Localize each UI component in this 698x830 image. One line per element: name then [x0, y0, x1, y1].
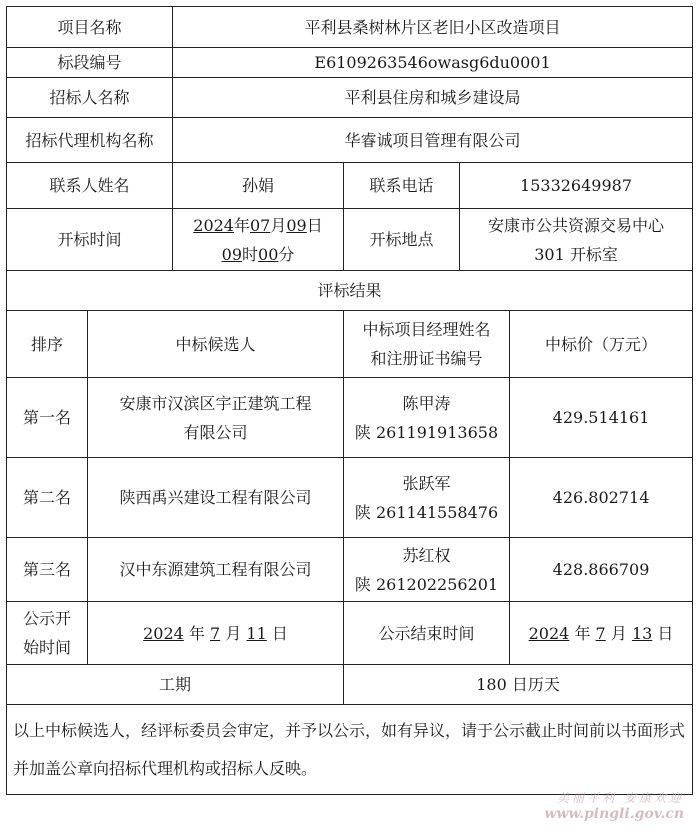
open-time: 2024年07月09日 09时00分	[173, 209, 344, 271]
phone-label: 联系电话	[344, 163, 460, 209]
table-row	[7, 538, 693, 602]
candidate-cell: 安康市汉滨区宇正建筑工程 有限公司	[88, 378, 344, 458]
tenderer-name: 平利县住房和城乡建设局	[173, 78, 693, 118]
duration-label: 工期	[7, 665, 344, 705]
agency-name: 华睿诚项目管理有限公司	[173, 118, 693, 163]
rank-cell: 第三名	[7, 538, 88, 602]
open-time-label: 开标时间	[7, 209, 173, 271]
header-manager: 中标项目经理姓名 和注册证书编号	[344, 311, 510, 378]
publicity-end-date: 2024 年 7 月 13 日	[510, 602, 693, 665]
candidate-cell: 陕西禹兴建设工程有限公司	[88, 458, 344, 538]
contact-label: 联系人姓名	[7, 163, 173, 209]
notice-text: 以上中标候选人，经评标委员会审定，并予以公示，如有异议，请于公示截止时间前以书面形式并加盖公章向招标代理机构或招标人反映。	[7, 705, 693, 795]
header-candidate: 中标候选人	[88, 311, 344, 378]
publicity-start-date: 2024 年 7 月 11 日	[88, 602, 344, 665]
agency-label: 招标代理机构名称	[7, 118, 173, 163]
section-label: 标段编号	[7, 48, 173, 78]
candidate-cell: 汉中东源建筑工程有限公司	[88, 538, 344, 602]
project-name: 平利县桑树林片区老旧小区改造项目	[173, 7, 693, 48]
duration-value: 180 日历天	[344, 665, 693, 705]
phone-number: 15332649987	[460, 163, 693, 209]
table-row	[7, 458, 693, 538]
section-number: E6109263546owasg6du0001	[173, 48, 693, 78]
header-rank: 排序	[7, 311, 88, 378]
table-row	[7, 378, 693, 458]
tenderer-label: 招标人名称	[7, 78, 173, 118]
manager-cell: 陈甲涛 陕 261191913658	[344, 378, 510, 458]
publicity-end-label: 公示结束时间	[344, 602, 510, 665]
header-price: 中标价（万元）	[510, 311, 693, 378]
project-name-label: 项目名称	[7, 7, 173, 48]
rank-cell: 第二名	[7, 458, 88, 538]
open-place: 安康市公共资源交易中心 301 开标室	[460, 209, 693, 271]
results-title: 评标结果	[7, 271, 693, 311]
price-cell: 429.514161	[510, 378, 693, 458]
bid-result-table	[6, 6, 693, 795]
price-cell: 426.802714	[510, 458, 693, 538]
open-place-label: 开标地点	[344, 209, 460, 271]
price-cell: 428.866709	[510, 538, 693, 602]
publicity-start-label: 公示开 始时间	[7, 602, 88, 665]
rank-cell: 第一名	[7, 378, 88, 458]
contact-name: 孙娟	[173, 163, 344, 209]
manager-cell: 张跃军 陕 261141558476	[344, 458, 510, 538]
watermark: 美丽平利 安康欢迎 www.pingli.gov.cn	[544, 791, 684, 822]
manager-cell: 苏红权 陕 261202256201	[344, 538, 510, 602]
